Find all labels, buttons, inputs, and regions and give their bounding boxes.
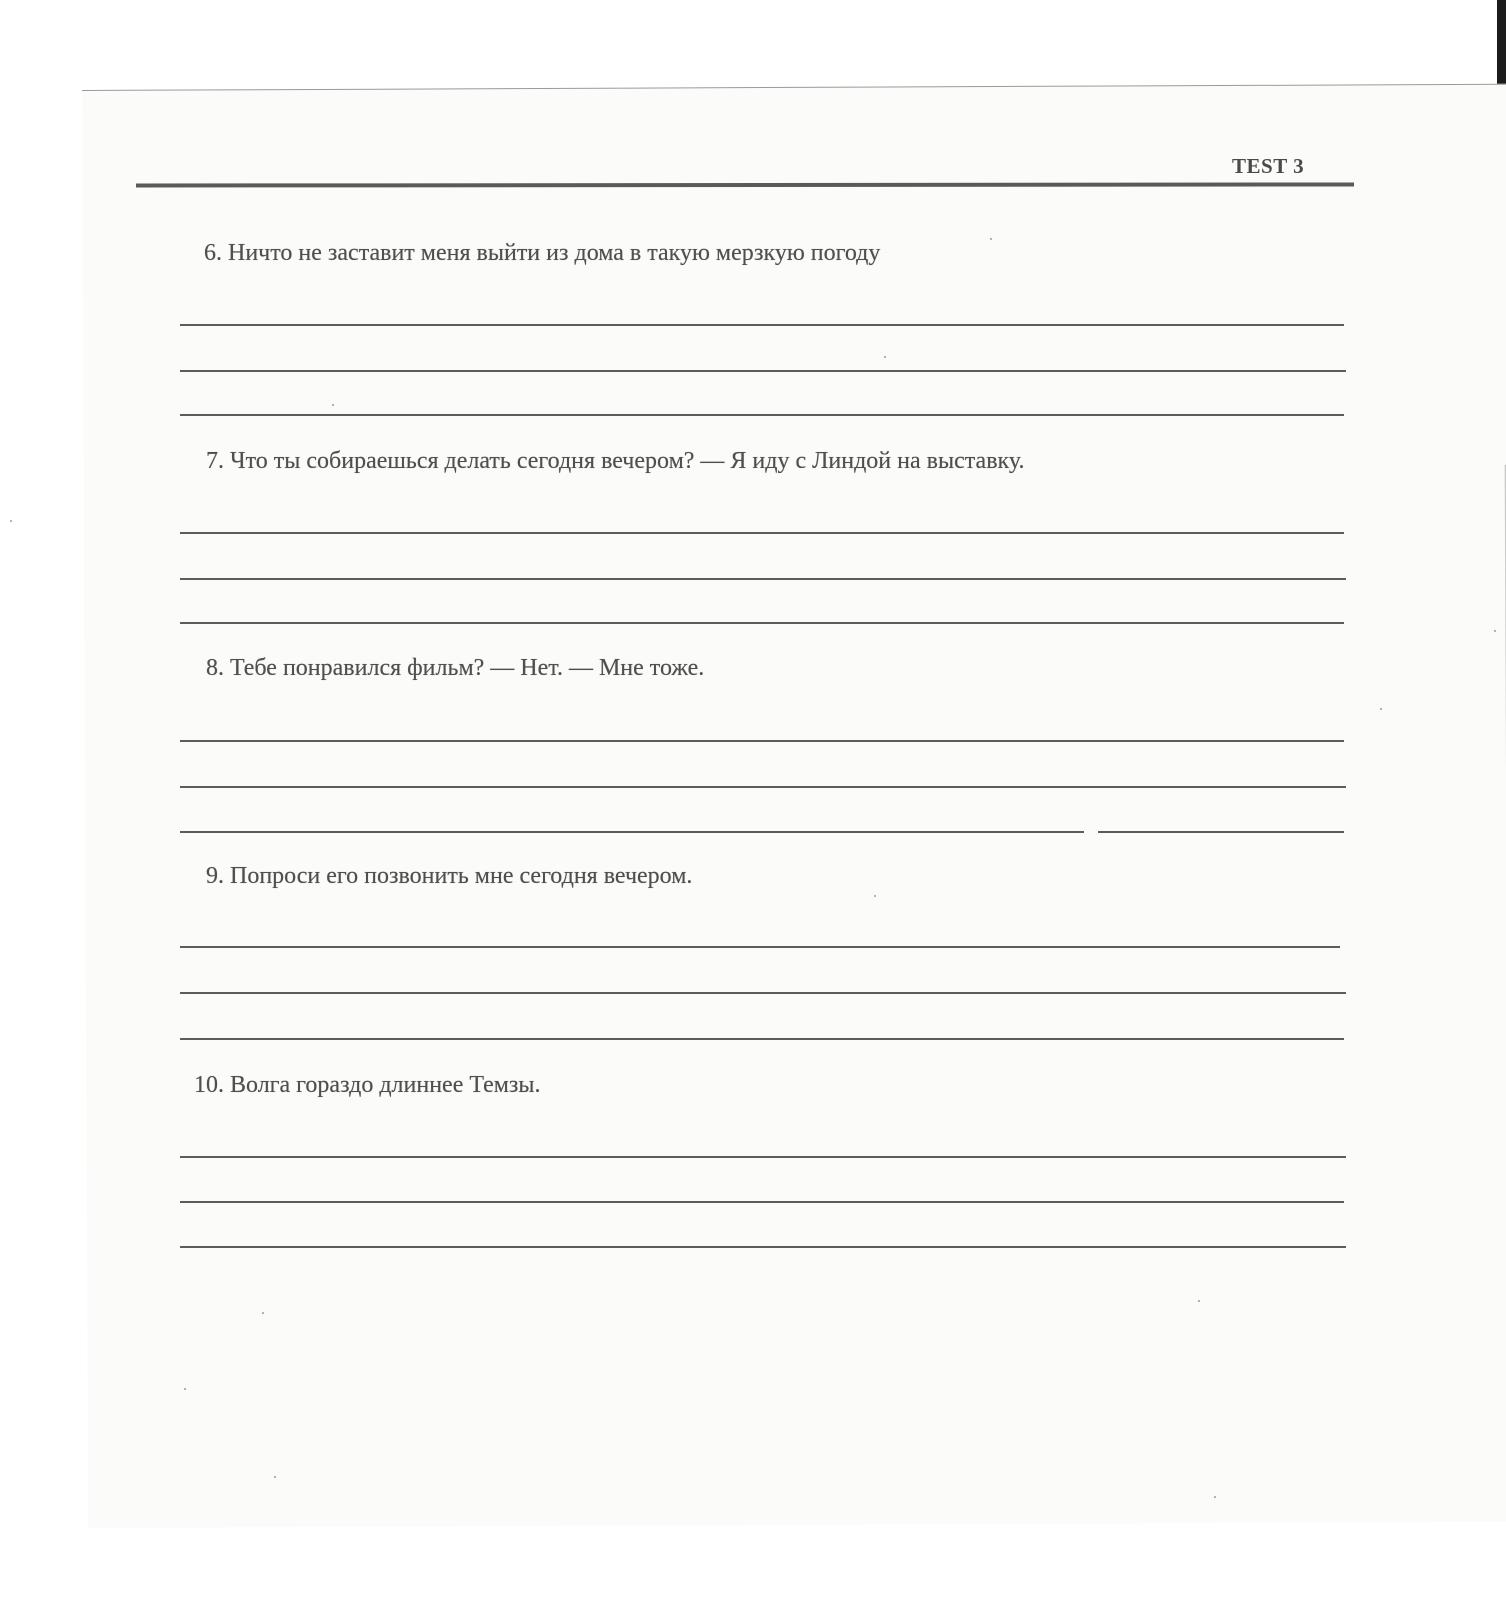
question-6: 6. Ничто не заставит меня выйти из дома в такую мерзкую погоду xyxy=(204,240,881,266)
scan-speck xyxy=(1380,708,1382,710)
question-7: 7. Что ты собираешься делать сегодня вечером? — Я иду с Линдой на выставку. xyxy=(206,448,1025,474)
worksheet-page xyxy=(82,84,1506,1528)
question-10: 10. Волга гораздо длиннее Темзы. xyxy=(194,1072,541,1098)
scan-speck xyxy=(1214,1496,1216,1498)
answer-line-8-3b[interactable] xyxy=(1098,831,1344,833)
answer-line-9-1[interactable] xyxy=(180,946,1340,948)
scan-speck xyxy=(874,895,876,897)
question-9: 9. Попроси его позвонить мне сегодня вечером. xyxy=(206,863,693,889)
question-8: 8. Тебе понравился фильм? — Нет. — Мне тоже. xyxy=(206,655,705,681)
answer-line-8-2[interactable] xyxy=(180,786,1346,788)
answer-line-10-1[interactable] xyxy=(180,1156,1346,1158)
answer-line-7-3[interactable] xyxy=(180,622,1344,624)
scan-speck xyxy=(990,238,992,240)
scan-speck xyxy=(1494,630,1496,632)
scan-speck xyxy=(332,404,334,406)
test-title: TEST 3 xyxy=(1232,154,1305,178)
scan-speck xyxy=(1198,1300,1200,1302)
answer-line-10-2[interactable] xyxy=(180,1201,1344,1203)
scan-speck xyxy=(262,1312,264,1314)
answer-line-7-1[interactable] xyxy=(180,532,1344,534)
scan-speck xyxy=(184,1388,186,1390)
answer-line-9-3[interactable] xyxy=(180,1038,1344,1040)
scan-speck xyxy=(884,356,886,358)
answer-line-6-3[interactable] xyxy=(180,414,1344,416)
answer-line-8-3a[interactable] xyxy=(180,831,1084,833)
answer-line-6-1[interactable] xyxy=(180,324,1344,326)
scan-speck xyxy=(274,1476,276,1478)
answer-line-8-1[interactable] xyxy=(180,740,1344,742)
answer-line-9-2[interactable] xyxy=(180,992,1346,994)
scan-speck xyxy=(10,520,12,522)
answer-line-7-2[interactable] xyxy=(180,578,1346,580)
answer-line-6-2[interactable] xyxy=(180,370,1346,372)
scanner-edge xyxy=(1497,0,1506,86)
answer-line-10-3[interactable] xyxy=(180,1246,1346,1248)
